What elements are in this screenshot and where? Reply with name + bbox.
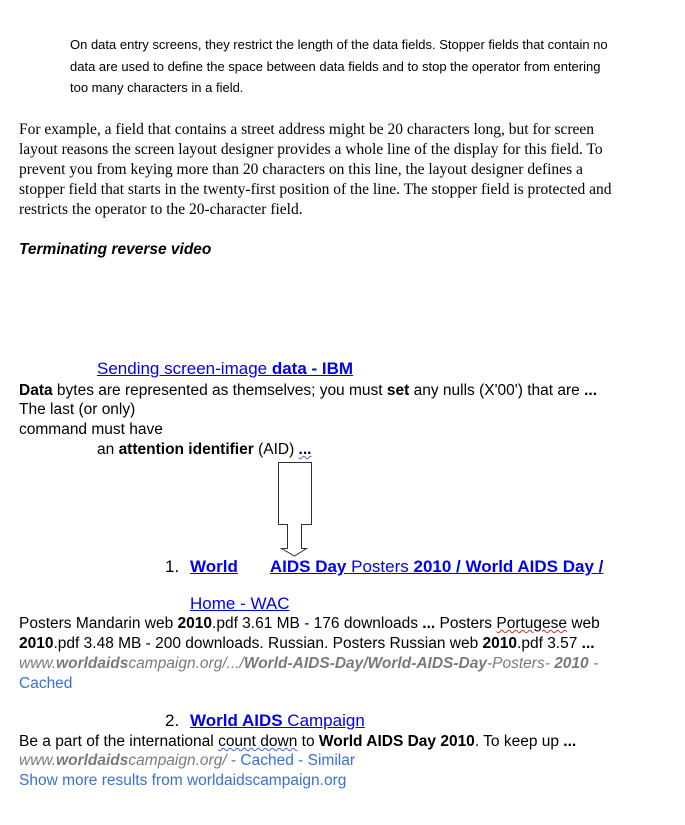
intro-line: On data entry screens, they restrict the length of the data fields. Stopper fields that contain no (70, 37, 608, 52)
snippet-bold: World AIDS Day 2010 (318, 733, 475, 750)
link-text: World AIDS (190, 711, 283, 730)
snippet-text: (AID) (253, 441, 299, 458)
url-text: campaign.org/ (128, 752, 227, 769)
example-line: For example, a field that contains a street address might be 20 characters long, but for screen (19, 121, 595, 138)
intro-line: too many characters in a field. (70, 80, 244, 95)
link-text: Sending screen-image (97, 359, 272, 378)
snippet-bold: ... (581, 635, 595, 652)
ibm-snippet-line: The last (or only) (19, 401, 136, 418)
snippet-text: any nulls (X'00') that are (409, 382, 585, 399)
section-heading: Terminating reverse video (19, 241, 212, 258)
url-bold: 2010 (554, 655, 589, 672)
snippet-text: an (97, 441, 119, 458)
url-text: www. (19, 752, 57, 769)
url-text: www. (19, 655, 57, 672)
snippet-bold: ... (584, 382, 598, 399)
url-bold: worldaids (56, 655, 129, 672)
snippet-text: bytes are represented as themselves; you must (52, 382, 387, 399)
snippet-text: count down (218, 733, 298, 750)
result2-similar-link[interactable]: Similar (307, 752, 356, 769)
link-text: Posters (346, 557, 414, 576)
snippet-text: Posters Mandarin web (19, 615, 178, 632)
snippet-text: .pdf 3.48 MB - 200 downloads. Russian. Posters Russian web (53, 635, 483, 652)
result1-snippet (19, 635, 595, 653)
snippet-text: to (297, 733, 319, 750)
separator: - (293, 752, 308, 769)
link-text: 2010 / World AIDS Day / (413, 557, 604, 576)
result1-cached-link[interactable]: Cached (19, 675, 73, 692)
result1-snippet (19, 615, 600, 633)
url-bold: World-AIDS-Day/World-AIDS-Day (243, 655, 487, 672)
snippet-bold: ... (298, 441, 312, 458)
url-bold: worldaids (56, 752, 129, 769)
link-text: AIDS Day (269, 557, 347, 576)
result1-title-link-cont[interactable]: Home - WAC (190, 594, 290, 613)
result2-snippet (19, 733, 576, 751)
result2-url-line (19, 752, 355, 770)
result1-title-link[interactable] (190, 557, 603, 577)
url-text: - (588, 655, 599, 672)
ibm-result-link[interactable] (97, 359, 353, 379)
snippet-bold: ... (563, 733, 577, 750)
result2-title-link[interactable] (190, 711, 365, 731)
snippet-text: Be a part of the international (19, 733, 219, 750)
link-text: World (190, 557, 238, 576)
snippet-text: . To keep up (474, 733, 564, 750)
ibm-snippet-line: command must have (19, 421, 163, 438)
snippet-text: Posters (435, 615, 497, 632)
link-text: Campaign (282, 711, 365, 730)
snippet-bold: 2010 (177, 615, 213, 632)
example-line: prevent you from keying more than 20 characters on this line, the layout designer defines a (19, 161, 583, 178)
snippet-bold: set (386, 382, 410, 399)
snippet-bold: Data (19, 382, 53, 399)
down-arrow-shape (275, 460, 315, 560)
snippet-bold: 2010 (19, 635, 54, 652)
snippet-text: web (567, 615, 600, 632)
snippet-bold: 2010 (482, 635, 518, 652)
intro-line: data are used to define the space between data fields and to stop the operator from entering (70, 59, 601, 74)
snippet-bold: attention identifier (118, 441, 254, 458)
link-text: data - IBM (271, 359, 354, 378)
result1-url (19, 655, 598, 673)
snippet-text: .pdf 3.61 MB - 176 downloads (212, 615, 423, 632)
url-text: -Posters- (487, 655, 555, 672)
snippet-text: .pdf 3.57 (517, 635, 582, 652)
ibm-snippet-line (97, 441, 311, 459)
snippet-text: Portugese (496, 615, 568, 632)
example-line: restricts the operator to the 20-character field. (19, 201, 303, 218)
snippet-bold: ... (422, 615, 436, 632)
result-number: 1. (165, 557, 180, 576)
result-number: 2. (165, 711, 180, 730)
show-more-results-link[interactable]: Show more results from worldaidscampaign.org (19, 772, 347, 789)
separator: - (226, 752, 241, 769)
example-line: layout reasons the screen layout designer provides a whole line of the display for this field. To (19, 141, 603, 158)
ibm-snippet (19, 382, 597, 400)
example-line: stopper field that starts in the twenty-first position of the line. The stopper field is protected and (19, 181, 612, 198)
url-text: campaign.org/.../ (128, 655, 244, 672)
result2-cached-link[interactable]: Cached (240, 752, 294, 769)
